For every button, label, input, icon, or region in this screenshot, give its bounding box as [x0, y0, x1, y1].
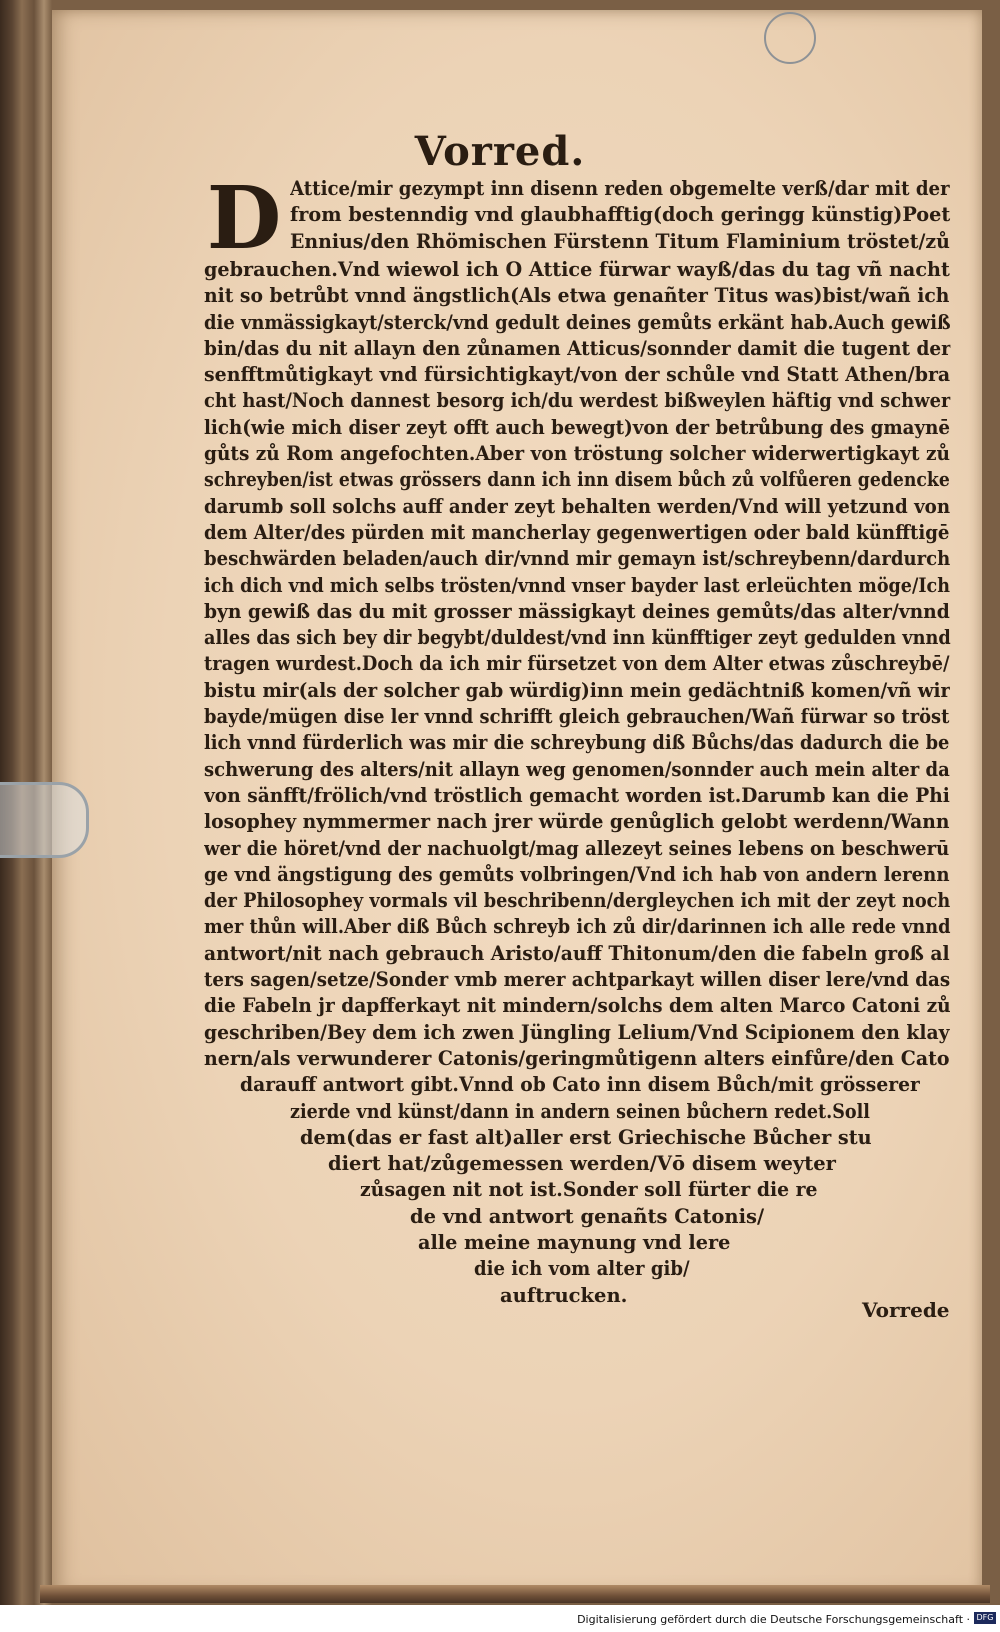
text-line: dem(das er fast alt)aller erst Griechische Bůcher stu — [300, 1126, 872, 1149]
text-line: schwerung des alters/nit allayn weg genomen/sonnder auch mein alter da — [204, 758, 950, 781]
text-line: geschriben/Bey dem ich zwen Jüngling Lelium/Vnd Scipionem den klay — [204, 1021, 950, 1044]
text-line: zierde vnd künst/dann in andern seinen bůchern redet.Soll — [290, 1100, 870, 1123]
text-line: der Philosophey vormals vil beschribenn/dergleychen ich mit der zeyt noch — [204, 889, 951, 912]
text-line: dem Alter/des pürden mit mancherlay gegenwertigen oder bald künfftigē — [204, 521, 950, 544]
text-line: auftrucken. — [500, 1284, 628, 1307]
text-line: Attice/mir gezympt inn disenn reden obgemelte verß/dar mit der — [290, 177, 950, 200]
text-line: bistu mir(als der solcher gab würdig)inn mein gedächtniß komen/vñ wir — [204, 679, 950, 702]
text-line: from bestenndig vnd glaubhafftig(doch geringg künstig)Poet — [290, 203, 951, 226]
text-line: schreyben/ist etwas grössers dann ich inn disem bůch zů volfůeren gedencke — [204, 468, 950, 491]
text-line: darumb soll solchs auff ander zeyt behalten werden/Vnd will yetzund von — [204, 495, 951, 518]
text-line: zůsagen nit not ist.Sonder soll fürter die re — [360, 1178, 818, 1201]
dfg-logo: DFG — [974, 1612, 996, 1624]
paper-clip — [0, 782, 89, 858]
text-line: tragen wurdest.Doch da ich mir fürsetzet von dem Alter etwas zůschreybē/ — [204, 652, 950, 675]
text-line: ich dich vnd mich selbs trösten/vnnd vnser bayder last erleüchten möge/Ich — [204, 574, 950, 597]
drop-cap-initial: D — [206, 168, 282, 269]
text-line: beschwärden beladen/auch dir/vnnd mir gemayn ist/schreybenn/dardurch — [204, 547, 951, 570]
text-line: lich vnnd fürderlich was mir die schreybung diß Bůchs/das dadurch die be — [204, 731, 950, 754]
text-line: nit so betrůbt vnnd ängstlich(Als etwa genañter Titus was)bist/wañ ich — [204, 284, 950, 307]
text-line: bin/das du nit allayn den zůnamen Atticus/sonnder damit die tugent der — [204, 337, 951, 360]
text-line: gůts zů Rom angefochten.Aber von tröstung solcher widerwertigkayt zů — [204, 442, 950, 465]
text-line: darauff antwort gibt.Vnnd ob Cato inn disem Bůch/mit grösserer — [240, 1073, 920, 1096]
text-line: die vnmässigkayt/sterck/vnd gedult deines gemůts erkänt hab.Auch gewiß — [204, 311, 951, 334]
text-line: de vnd antwort genañts Catonis/ — [410, 1205, 765, 1228]
text-line: losophey nymmermer nach jrer würde genůglich gelobt werdenn/Wann — [204, 810, 950, 833]
text-line: lich(wie mich diser zeyt offt auch bewegt)von der betrůbung des gmaynē — [204, 416, 950, 439]
text-line: bayde/mügen dise ler vnnd schrifft gleich gebrauchen/Wañ fürwar so tröst — [204, 705, 950, 728]
text-line: die Fabeln jr dapfferkayt nit mindern/solchs dem alten Marco Catoni zů — [204, 994, 951, 1017]
text-line: von sänfft/frölich/vnd tröstlich gemacht worden ist.Darumb kan die Phi — [204, 784, 950, 807]
text-line: ters sagen/setze/Sonder vmb merer achtparkayt willen diser lere/vnd das — [204, 968, 950, 991]
text-line: Ennius/den Rhömischen Fürstenn Titum Flaminium tröstet/zů — [290, 230, 950, 253]
text-line: senfftmůtigkayt vnd fürsichtigkayt/von der schůle vnd Statt Athen/bra — [204, 363, 950, 386]
text-line: alles das sich bey dir begybt/duldest/vnd inn künfftiger zeyt gedulden vnnd — [204, 626, 951, 649]
text-line: antwort/nit nach gebrauch Aristo/auff Thitonum/den die fabeln groß al — [204, 942, 950, 965]
text-line: diert hat/zůgemessen werden/Vō disem weyter — [328, 1152, 836, 1175]
text-line: gebrauchen.Vnd wiewol ich O Attice fürwar wayß/das du tag vñ nacht — [204, 258, 950, 281]
footer-credit: Digitalisierung gefördert durch die Deutsche Forschungsgemeinschaft · — [577, 1613, 970, 1626]
page-heading: Vorred. — [414, 128, 586, 175]
text-line: cht hast/Noch dannest besorg ich/du werdest bißweylen häftig vnd schwer — [204, 389, 951, 412]
page-bottom-edge — [40, 1585, 990, 1603]
text-line: byn gewiß das du mit grosser mässigkayt deines gemůts/das alter/vnnd — [204, 600, 950, 623]
text-line: die ich vom alter gib/ — [474, 1257, 690, 1280]
text-line: nern/als verwunderer Catonis/geringmůtigenn alters einfůre/den Cato — [204, 1047, 950, 1070]
text-line: ge vnd ängstigung des gemůts volbringen/Vnd ich hab von andern lerenn — [204, 863, 950, 886]
binding-ring — [764, 12, 816, 64]
text-line: wer die höret/vnd der nachuolgt/mag allezeyt seines lebens on beschwerū — [204, 837, 950, 860]
text-line: alle meine maynung vnd lere — [418, 1231, 730, 1254]
text-line: mer thůn will.Aber diß Bůch schreyb ich zů dir/darinnen ich alle rede vnnd — [204, 915, 951, 938]
catchword: Vorrede — [862, 1298, 950, 1322]
